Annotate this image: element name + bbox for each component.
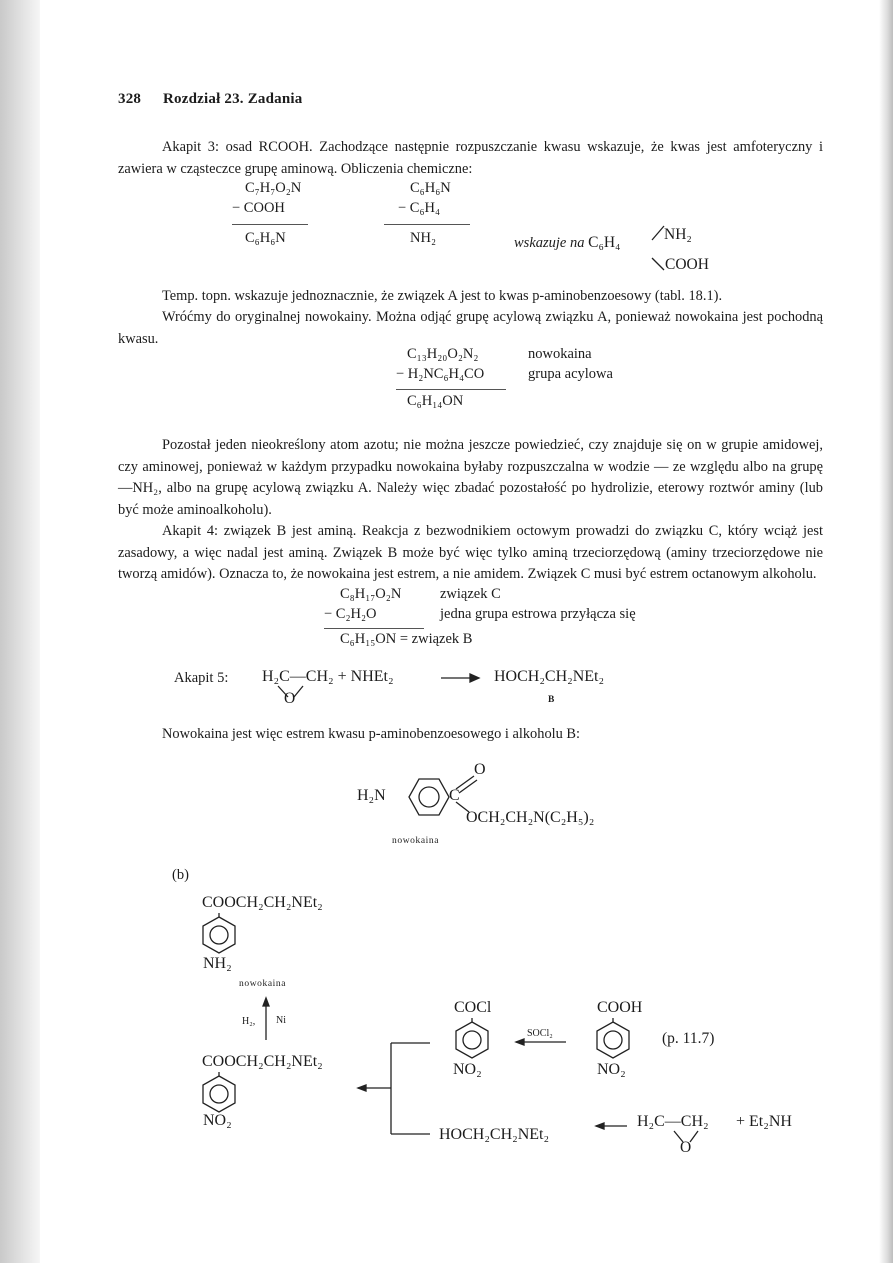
- acid-chloride-substituent: COCl: [454, 999, 492, 1016]
- novocaine-caption: nowokaina: [392, 836, 440, 846]
- paragraph-nitrogen: Pozostał jeden nieokreślony atom azotu; nie można jeszcze powiedzieć, czy znajduje się on w grupie amidowej, czy aminowej, ponieważ w każdym przypadku nowokaina byłaby rozpuszczalna w wodzie — ze względu albo na grupę —NH₂, albo na grupę acylową związku A. Należy więc zbadać pozostałość po hydrolizie, eterowy roztwór aminy (lub być może aminoalkoholu).: [118, 437, 823, 518]
- acid-aromatic-circle: [604, 1031, 622, 1049]
- calc2-note1: nowokaina: [528, 346, 592, 362]
- novocaine-b-aromatic-circle: [210, 926, 228, 944]
- calc1-col1-row1: C₇H₇O₂N: [245, 180, 302, 196]
- epoxide: H₂C—CH₂: [637, 1113, 709, 1130]
- bracket-output-arrow-head: [358, 1085, 366, 1091]
- acid-chloride-nitro: NO₂: [453, 1061, 482, 1078]
- page-number: 328: [118, 91, 142, 107]
- reference-11-7: (p. 11.7): [662, 1030, 715, 1047]
- novocaine-ester-chain: OCH₂CH₂N(C₂H₅)₂: [466, 809, 595, 826]
- paragraph-akapit-4: Akapit 4: związek B jest aminą. Reakcja z bezwodnikiem octowym prowadzi do związku C, który wciąż jest zasadowy, a więc nadal jest aminą. Związek B może być więc tylko aminą trzeciorzędową (aminy trzeciorzędowe nie tworzą amidów). Oznacza to, że nowokaina jest estrem, a nie amidem. Związek C musi być estrem octanowym alkoholu.: [118, 523, 823, 582]
- calc3-row1: C₈H₁₇O₂N: [340, 586, 402, 602]
- epoxide-bond-left: [674, 1131, 683, 1142]
- acid-chloride-aromatic-circle: [463, 1031, 481, 1049]
- novocaine-amine: H₂N: [357, 787, 386, 804]
- paragraph-akapit-3: Akapit 3: osad RCOOH. Zachodzące następnie rozpuszczanie kwasu wskazuje, że kwas jest amfoteryczny i zawiera w cząsteczce grupę aminową. Obliczenia chemiczne:: [118, 139, 823, 177]
- acid-substituent: COOH: [597, 999, 643, 1016]
- calc1-sub-top: NH₂: [664, 226, 692, 243]
- novocaine-oxygen: O: [474, 761, 486, 778]
- aminoalcohol: HOCH₂CH₂NEt₂: [439, 1126, 550, 1143]
- epoxide-oxygen: O: [680, 1139, 692, 1156]
- acid-benzene-ring: [597, 1022, 629, 1058]
- calc1-col1-row2: − COOH: [232, 200, 285, 216]
- acid-nitro: NO₂: [597, 1061, 626, 1078]
- nitro-ester-aromatic-circle: [210, 1085, 228, 1103]
- calc2-row2: − H₂NC₆H₄CO: [396, 366, 485, 382]
- novocaine-b-caption: nowokaina: [239, 979, 287, 989]
- calc3-note1: związek C: [440, 586, 501, 602]
- calc1-col1-result: C₆H₆N: [245, 230, 286, 246]
- reagent-hydrogen: H₂,: [242, 1016, 256, 1027]
- paragraph-ester: Nowokaina jest więc estrem kwasu p-aminobenzoesowego i alkoholu B:: [162, 726, 581, 742]
- akapit5-product-label: B: [548, 695, 555, 705]
- nitro-ester-substituent: COOCH₂CH₂NEt₂: [202, 1053, 323, 1070]
- paragraph-novocaine: Wróćmy do oryginalnej nowokainy. Można odjąć grupę acylową związku A, ponieważ nowokaina jest pochodną kwasu.: [118, 309, 823, 347]
- calc1-col2-row1: C₆H₆N: [410, 180, 451, 196]
- plus-diethylamine: + Et₂NH: [736, 1113, 792, 1130]
- calc2-note2: grupa acylowa: [528, 366, 613, 382]
- calc3-note2: jedna grupa estrowa przyłącza się: [440, 606, 636, 622]
- reduction-arrow-head: [263, 998, 269, 1006]
- acid-chloride-benzene-ring: [456, 1022, 488, 1058]
- novocaine-b-substituent: COOCH₂CH₂NEt₂: [202, 894, 323, 911]
- calc3-row2: − C₂H₂O: [324, 606, 377, 622]
- novocaine-carbon: C: [449, 787, 460, 804]
- nitro-ester-nitro: NO₂: [203, 1112, 232, 1129]
- calc1-col2-row2: − C₆H₄: [398, 200, 441, 216]
- epoxide-arrow-head: [596, 1123, 604, 1129]
- thionyl-chloride-reagent: SOCl₂: [527, 1028, 553, 1039]
- calc2-result: C₆H₁₄ON: [407, 393, 464, 409]
- akapit5-epoxide-oxygen: O: [284, 690, 296, 707]
- akapit5-product: HOCH₂CH₂NEt₂: [494, 668, 605, 685]
- calc1-col2-result: NH₂: [410, 230, 436, 246]
- reagent-nickel: Ni: [276, 1015, 286, 1026]
- akapit5-reactant: H₂C—CH₂ + NHEt₂: [262, 668, 394, 685]
- section-b-label: (b): [172, 867, 189, 883]
- calc1-sub-bottom: COOH: [665, 256, 709, 273]
- chapter-title: Rozdział 23. Zadania: [163, 91, 303, 107]
- temp-paragraph: Temp. topn. wskazuje jednoznacznie, że związek A jest to kwas p-aminobenzoesowy (tabl. 18.1).: [162, 288, 723, 304]
- epoxide-bond-right: [690, 1131, 698, 1142]
- calc3-result: C₆H₁₅ON = związek B: [340, 631, 473, 647]
- novocaine-b-amine: NH₂: [203, 955, 232, 972]
- nitro-ester-benzene-ring: [203, 1076, 235, 1112]
- calc2-row1: C₁₃H₂₀O₂N₂: [407, 346, 479, 362]
- novocaine-b-benzene-ring: [203, 917, 235, 953]
- socl2-arrow-head: [516, 1039, 524, 1045]
- calc1-indicator: wskazuje na C₆H₄: [514, 234, 621, 251]
- akapit5-label: Akapit 5:: [174, 670, 229, 686]
